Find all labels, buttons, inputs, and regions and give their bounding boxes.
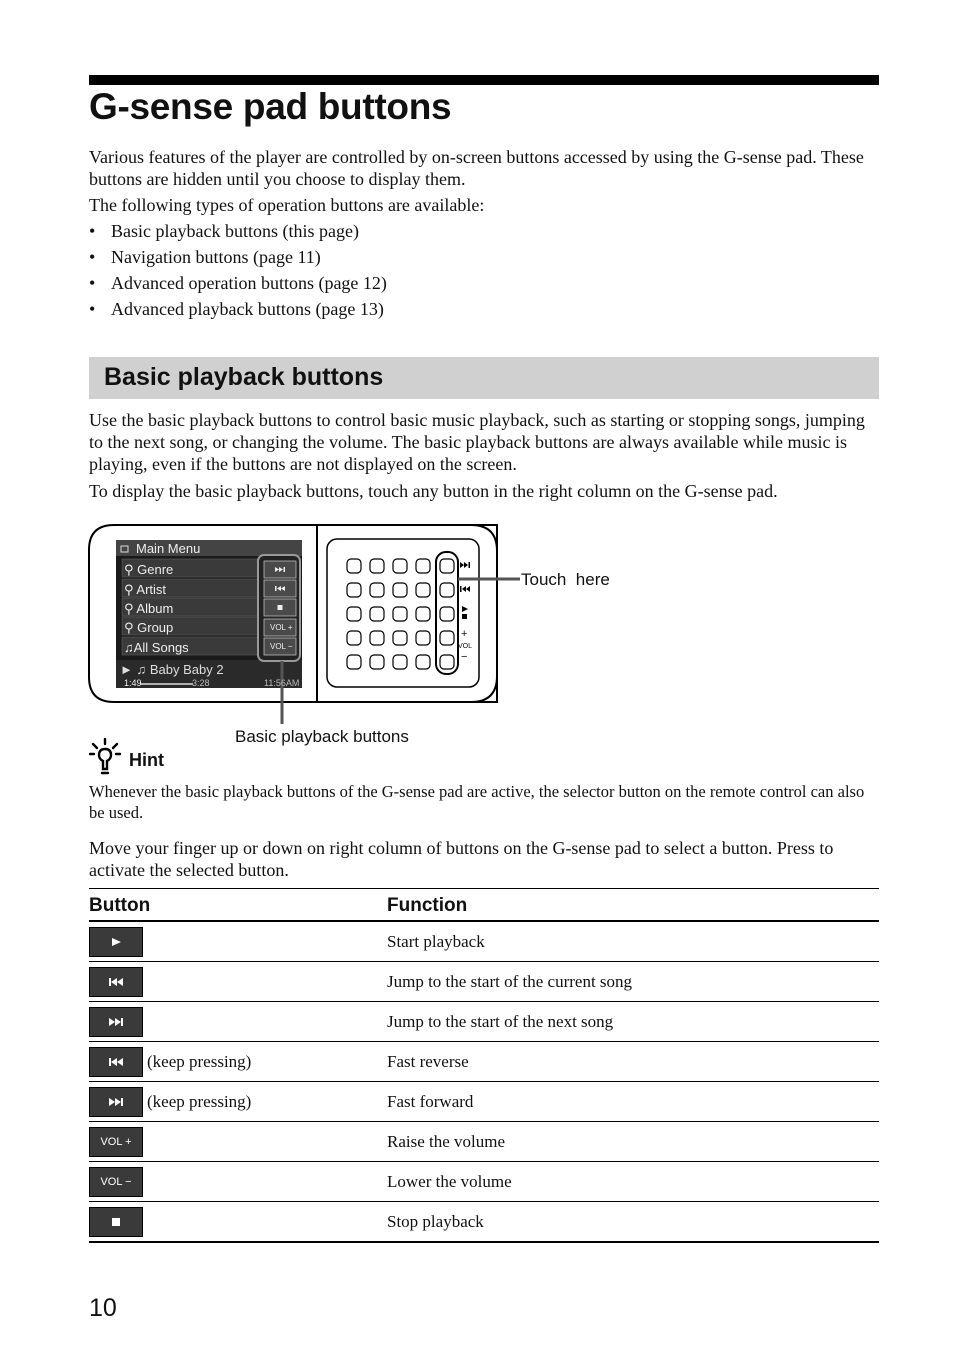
bullet-item: • Navigation buttons (page 11) (89, 247, 321, 267)
table-row (89, 1042, 879, 1082)
total-time: 3:28 (192, 678, 210, 688)
vol-plus-label: VOL + (270, 623, 293, 632)
vol-minus-label: VOL − (270, 642, 293, 651)
function-text: Lower the volume (387, 1162, 879, 1202)
screen-header: Main Menu (136, 541, 201, 556)
keep-pressing-note: (keep pressing) (147, 1091, 252, 1111)
hint-label: Hint (129, 750, 164, 770)
vol-minus-icon: VOL − (89, 1167, 143, 1197)
table-row (89, 921, 879, 962)
table-header-button: Button (89, 889, 387, 922)
table-row (89, 1122, 879, 1162)
previous-icon (89, 1047, 143, 1077)
screen-menu-item: ⚲ Artist (124, 582, 167, 597)
stop-icon (89, 1207, 143, 1237)
magnifier-icon: ⚲ (124, 601, 137, 616)
callout-basic-playback-buttons: Basic playback buttons (235, 727, 409, 746)
screen-menu-item: ♫All Songs (124, 640, 189, 655)
table-header-row (89, 889, 879, 922)
table-row (89, 1002, 879, 1042)
bullet-text: Navigation buttons (page 11) (111, 247, 321, 267)
section-header (89, 357, 879, 399)
next-icon (89, 1087, 143, 1117)
clock: 11:56AM (264, 678, 300, 688)
button-function-table (89, 888, 879, 1243)
elapsed-time: 1:49 (124, 678, 142, 688)
table-row (89, 1162, 879, 1202)
previous-icon (89, 967, 143, 997)
top-rule (89, 75, 879, 85)
page-number: 10 (89, 1294, 117, 1322)
device-figure (88, 524, 628, 729)
screen-menu-item: ⚲ Album (124, 601, 174, 616)
screen-menu-item: ⚲ Group (124, 620, 174, 635)
function-text: Fast reverse (387, 1042, 879, 1082)
now-playing: ► ♫ Baby Baby 2 (120, 662, 224, 677)
function-text: Stop playback (387, 1202, 879, 1243)
section-title: Basic playback buttons (104, 363, 384, 391)
bullet-item: • Advanced operation buttons (page 12) (89, 273, 387, 293)
bullet-item: • Advanced playback buttons (page 13) (89, 299, 384, 319)
pad-minus-label: − (461, 651, 468, 663)
next-icon (89, 1007, 143, 1037)
lightbulb-icon (89, 738, 123, 776)
section-paragraph: To display the basic playback buttons, touch any button in the right column on the G-sense pad. (89, 481, 778, 501)
bullet-item: • Basic playback buttons (this page) (89, 221, 359, 241)
magnifier-icon: ⚲ (124, 582, 137, 597)
function-text: Fast forward (387, 1082, 879, 1122)
function-text: Jump to the start of the next song (387, 1002, 879, 1042)
bullet-text: Basic playback buttons (this page) (111, 221, 359, 241)
pad-vol-label: VOL (458, 643, 473, 650)
function-text: Raise the volume (387, 1122, 879, 1162)
magnifier-icon: ⚲ (124, 562, 138, 577)
table-row (89, 1082, 879, 1122)
play-icon (89, 927, 143, 957)
bullet-text: Advanced playback buttons (page 13) (111, 299, 384, 319)
page-title: G-sense pad buttons (89, 86, 452, 127)
function-text: Start playback (387, 921, 879, 962)
table-row (89, 1202, 879, 1243)
callout-touch-here: Touch here (521, 570, 610, 589)
section-paragraph: Use the basic playback buttons to control basic music playback, such as starting or stopping songs, jumping to the next song, or changing the volume. The basic playback buttons are always available while music is playing, even if the buttons are not displayed on the screen. (89, 410, 865, 474)
hint-text: Whenever the basic playback buttons of the G-sense pad are active, the selector button on the remote control can also be used. (89, 782, 865, 822)
magnifier-icon: ⚲ (124, 620, 138, 635)
intro-paragraph: The following types of operation buttons are available: (89, 195, 485, 215)
pad-plus-label: + (461, 628, 468, 640)
table-header-function: Function (387, 889, 879, 922)
function-text: Jump to the start of the current song (387, 962, 879, 1002)
intro-paragraph: Various features of the player are controlled by on-screen buttons accessed by using the G-sense pad. These buttons are hidden until you choose to display them. (89, 147, 864, 189)
keep-pressing-note: (keep pressing) (147, 1051, 252, 1071)
play-icon: ► ♫ (120, 662, 150, 677)
table-row (89, 962, 879, 1002)
screen-menu-item: ⚲ Genre (124, 562, 174, 577)
instructions-paragraph: Move your finger up or down on right column of buttons on the G-sense pad to select a button. Press to activate the selected button. (89, 838, 834, 880)
bullet-text: Advanced operation buttons (page 12) (111, 273, 387, 293)
vol-plus-icon: VOL + (89, 1127, 143, 1157)
music-note-icon: ♫ (124, 640, 134, 655)
